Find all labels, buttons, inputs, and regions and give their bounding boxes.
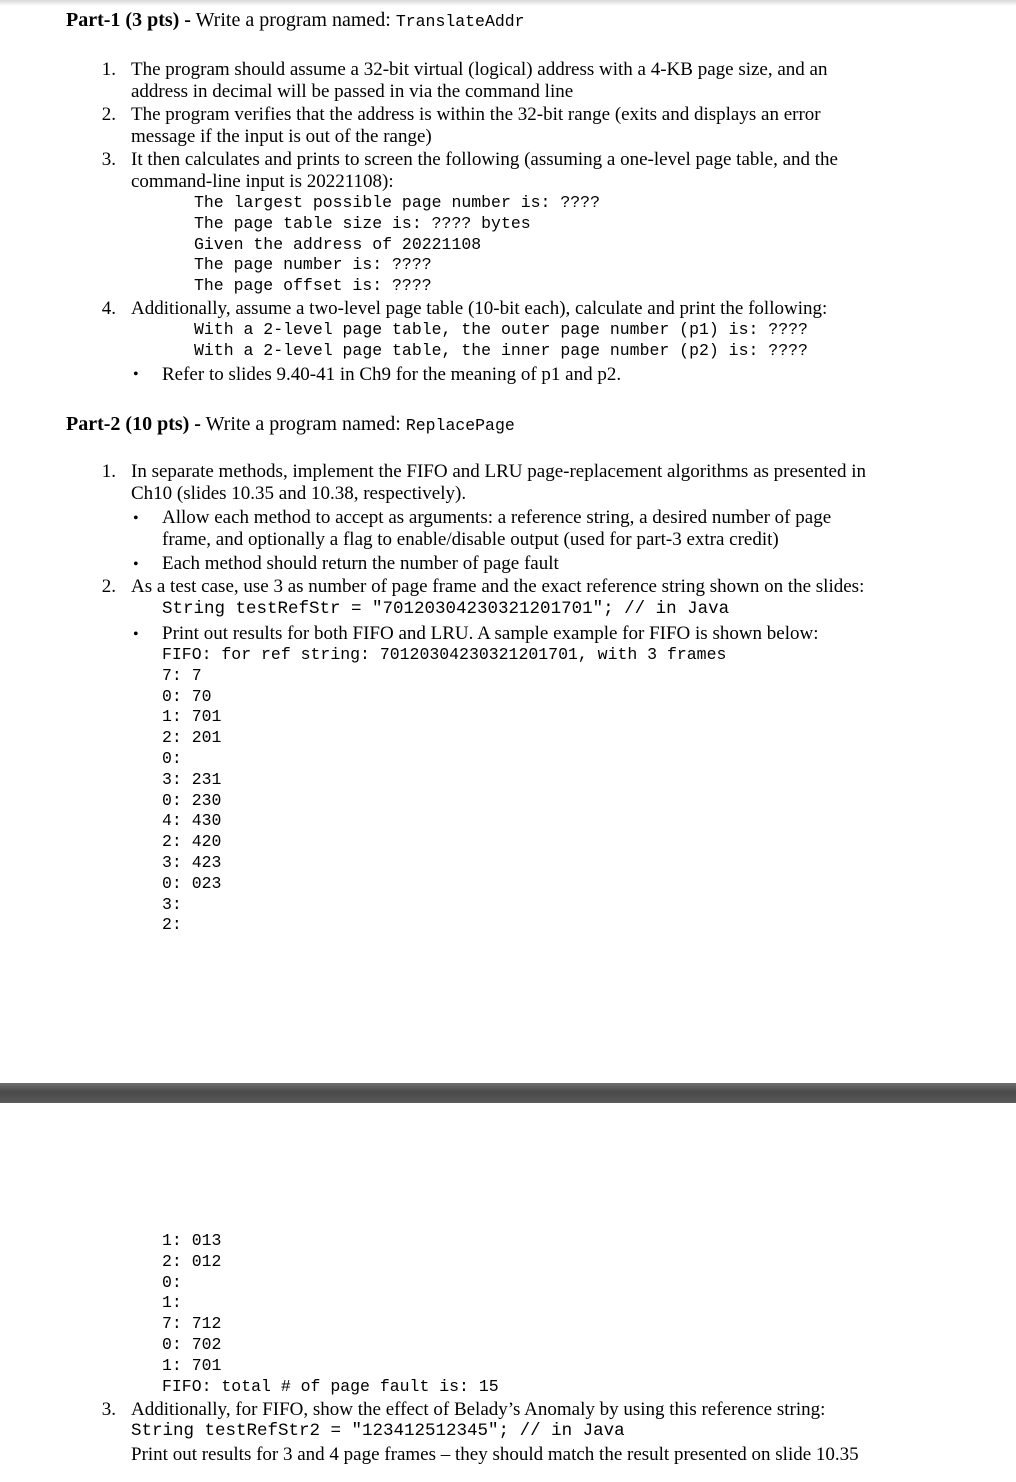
output-line: 1: [162,1293,182,1313]
part1-item4-number: 4. [101,298,116,319]
part1-item2-text: The program verifies that the address is within the 32-bit range (exits and displays an error message if the input is out of the range) [131,104,821,147]
part2-program-name: ReplacePage [405,416,515,435]
output-line: 0: [162,1272,182,1292]
part1-heading-text: Write a program named: [190,9,396,31]
part1-two-level-code-block [194,320,808,362]
part2-test-ref-string-code: String testRefStr = "70120304230321201701"; // in Java [162,599,730,619]
fifo-sample-output-part1 [162,645,726,936]
code-line: Given the address of 20221108 [194,234,482,254]
output-line: 0: 230 [162,790,222,810]
output-line: 2: 420 [162,832,222,852]
output-line: FIFO: for ref string: 70120304230321201701, with 3 frames [162,645,727,664]
part2-item3-text: Additionally, for FIFO, show the effect of Belady’s Anomaly by using this reference string: [131,1399,826,1420]
part1-heading-bold: Part-1 (3 pts) - [66,9,191,31]
output-line: 7: 7 [162,665,202,685]
output-line: 4: 430 [162,811,222,831]
output-line: 2: 012 [162,1251,222,1271]
part2-item1-text: In separate methods, implement the FIFO and LRU page-replacement algorithms as presented in Ch10 (slides 10.35 and 10.38, respectively). [131,461,866,504]
output-line: 0: 023 [162,873,222,893]
bullet-icon: • [133,366,139,383]
output-line: 0: 70 [162,686,212,706]
code-line: The largest possible page number is: ???? [194,193,600,212]
part2-heading-text: Write a program named: [200,413,406,435]
output-line: FIFO: total # of page fault is: 15 [162,1376,499,1396]
bullet-icon: • [133,556,139,573]
page-top-shadow [0,0,1016,6]
output-line: 7: 712 [162,1314,222,1334]
fifo-sample-output-part2 [162,1231,499,1397]
part2-item3-number: 3. [101,1399,116,1420]
code-line: With a 2-level page table, the inner page number (p2) is: ???? [194,340,808,360]
part1-item3-number: 3. [101,149,116,170]
part1-item4-text: Additionally, assume a two-level page table (10-bit each), calculate and print the following: [131,298,828,319]
part1-program-name: TranslateAddr [395,12,525,31]
page-break-divider [0,1083,1016,1103]
part1-item3-text: It then calculates and prints to screen the following (assuming a one-level page table, and the command-line input is 20221108): [131,149,838,192]
code-line: With a 2-level page table, the outer page number (p1) is: ???? [194,320,808,339]
part2-item1-bullet2-text: Each method should return the number of page fault [162,553,559,574]
part2-item2-bullet-text: Print out results for both FIFO and LRU. A sample example for FIFO is shown below: [162,623,819,644]
part2-item2-text: As a test case, use 3 as number of page frame and the exact reference string shown on the slides: [131,576,865,597]
output-line: 1: 013 [162,1231,222,1250]
part2-belady-ref-string-code: String testRefStr2 = "123412512345"; // in Java [131,1421,625,1441]
output-line: 1: 701 [162,1355,222,1375]
part1-bullet-text: Refer to slides 9.40-41 in Ch9 for the meaning of p1 and p2. [162,364,622,385]
part1-heading [66,9,525,32]
part2-item2-number: 2. [101,576,116,597]
output-line: 1: 701 [162,707,222,727]
part2-item1-bullet1-text: Allow each method to accept as arguments: a reference string, a desired number of page frame, and optionally a flag to enable/disable output (used for part-3 extra credit) [162,507,832,550]
part2-heading-bold: Part-2 (10 pts) - [66,413,201,435]
part2-item1-number: 1. [101,461,116,482]
code-line: The page table size is: ???? bytes [194,213,531,233]
part1-item2-number: 2. [101,104,116,125]
bullet-icon: • [133,626,139,643]
output-line: 3: [162,894,182,914]
bullet-icon: • [133,510,139,527]
part2-heading [66,413,515,436]
part1-output-code-block [194,193,600,297]
output-line: 2: [162,915,182,935]
part2-item3-followup-text: Print out results for 3 and 4 page frames – they should match the result presented on slide 10.35 [131,1444,859,1465]
output-line: 0: [162,748,182,768]
output-line: 3: 423 [162,852,222,872]
code-line: The page offset is: ???? [194,276,432,296]
part1-item1-number: 1. [101,59,116,80]
code-line: The page number is: ???? [194,255,432,275]
output-line: 3: 231 [162,769,222,789]
part1-item1-text: The program should assume a 32-bit virtual (logical) address with a 4-KB page size, and an address in decimal will be passed in via the command line [131,59,828,102]
output-line: 2: 201 [162,728,222,748]
output-line: 0: 702 [162,1334,222,1354]
